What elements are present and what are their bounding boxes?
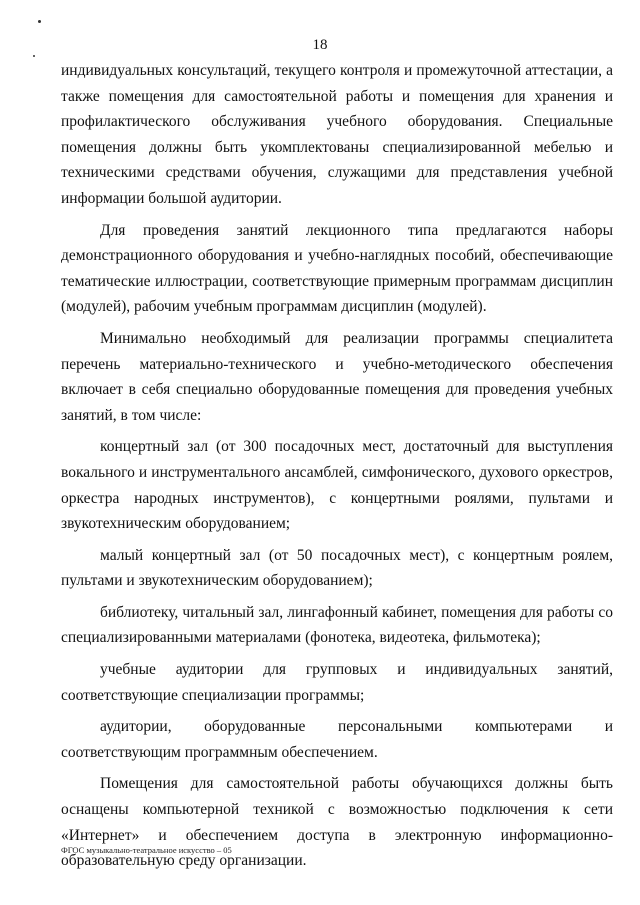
page-footer: ФГОС музыкально-театральное искусство – 05 <box>61 845 232 855</box>
paragraph-lecture-equipment: Для проведения занятий лекционного типа предлагаются наборы демонстрационного оборудования и учебно-наглядных пособий, обеспечивающие тематические иллюстрации, соответствующие примерным программам дисциплин (модулей), рабочим учебным программам дисциплин (модулей). <box>61 221 613 316</box>
list-item-classrooms: учебные аудитории для групповых и индивидуальных занятий, соответствующие специализации программы; <box>61 661 613 704</box>
list-item-library: библиотеку, читальный зал, лингафонный кабинет, помещения для работы со специализированными материалами (фонотека, видеотека, фильмотека); <box>61 603 613 647</box>
document-body <box>61 58 613 874</box>
paragraph-continuation: индивидуальных консультаций, текущего контроля и промежуточной аттестации, а также помещения для самостоятельной работы и помещения для хранения и профилактического обслуживания учебного оборудования. Специальные помещения должны быть укомплектованы специализированной мебелью и техническими средствами обучения, служащими для представления учебной информации большой аудитории. <box>61 62 613 207</box>
list-item-computer-rooms: аудитории, оборудованные персональными компьютерами и соответствующим программным обеспечением. <box>61 718 613 761</box>
page-number: 18 <box>312 37 328 53</box>
list-item-small-concert-hall: малый концертный зал (от 50 посадочных мест), с концертным роялем, пультами и звукотехническим оборудованием); <box>61 546 613 590</box>
scan-speck <box>33 55 35 57</box>
paragraph-self-study-rooms: Помещения для самостоятельной работы обучающихся должны быть оснащены компьютерной техникой с возможностью подключения к сети «Интернет» и обеспечением доступа в электронную информационно-образовательную среду организации. <box>61 775 613 870</box>
paragraph-minimum-list: Минимально необходимый для реализации программы специалитета перечень материально-технического и учебно-методического обеспечения включает в себя специально оборудованные помещения для проведения учебных занятий, в том числе: <box>61 329 613 424</box>
list-item-concert-hall: концертный зал (от 300 посадочных мест, достаточный для выступления вокального и инструментального ансамблей, симфонического, духового оркестров, оркестра народных инструментов), с концертными роялями, пультами и звукотехническим оборудованием; <box>61 438 613 533</box>
scan-speck <box>38 20 41 23</box>
